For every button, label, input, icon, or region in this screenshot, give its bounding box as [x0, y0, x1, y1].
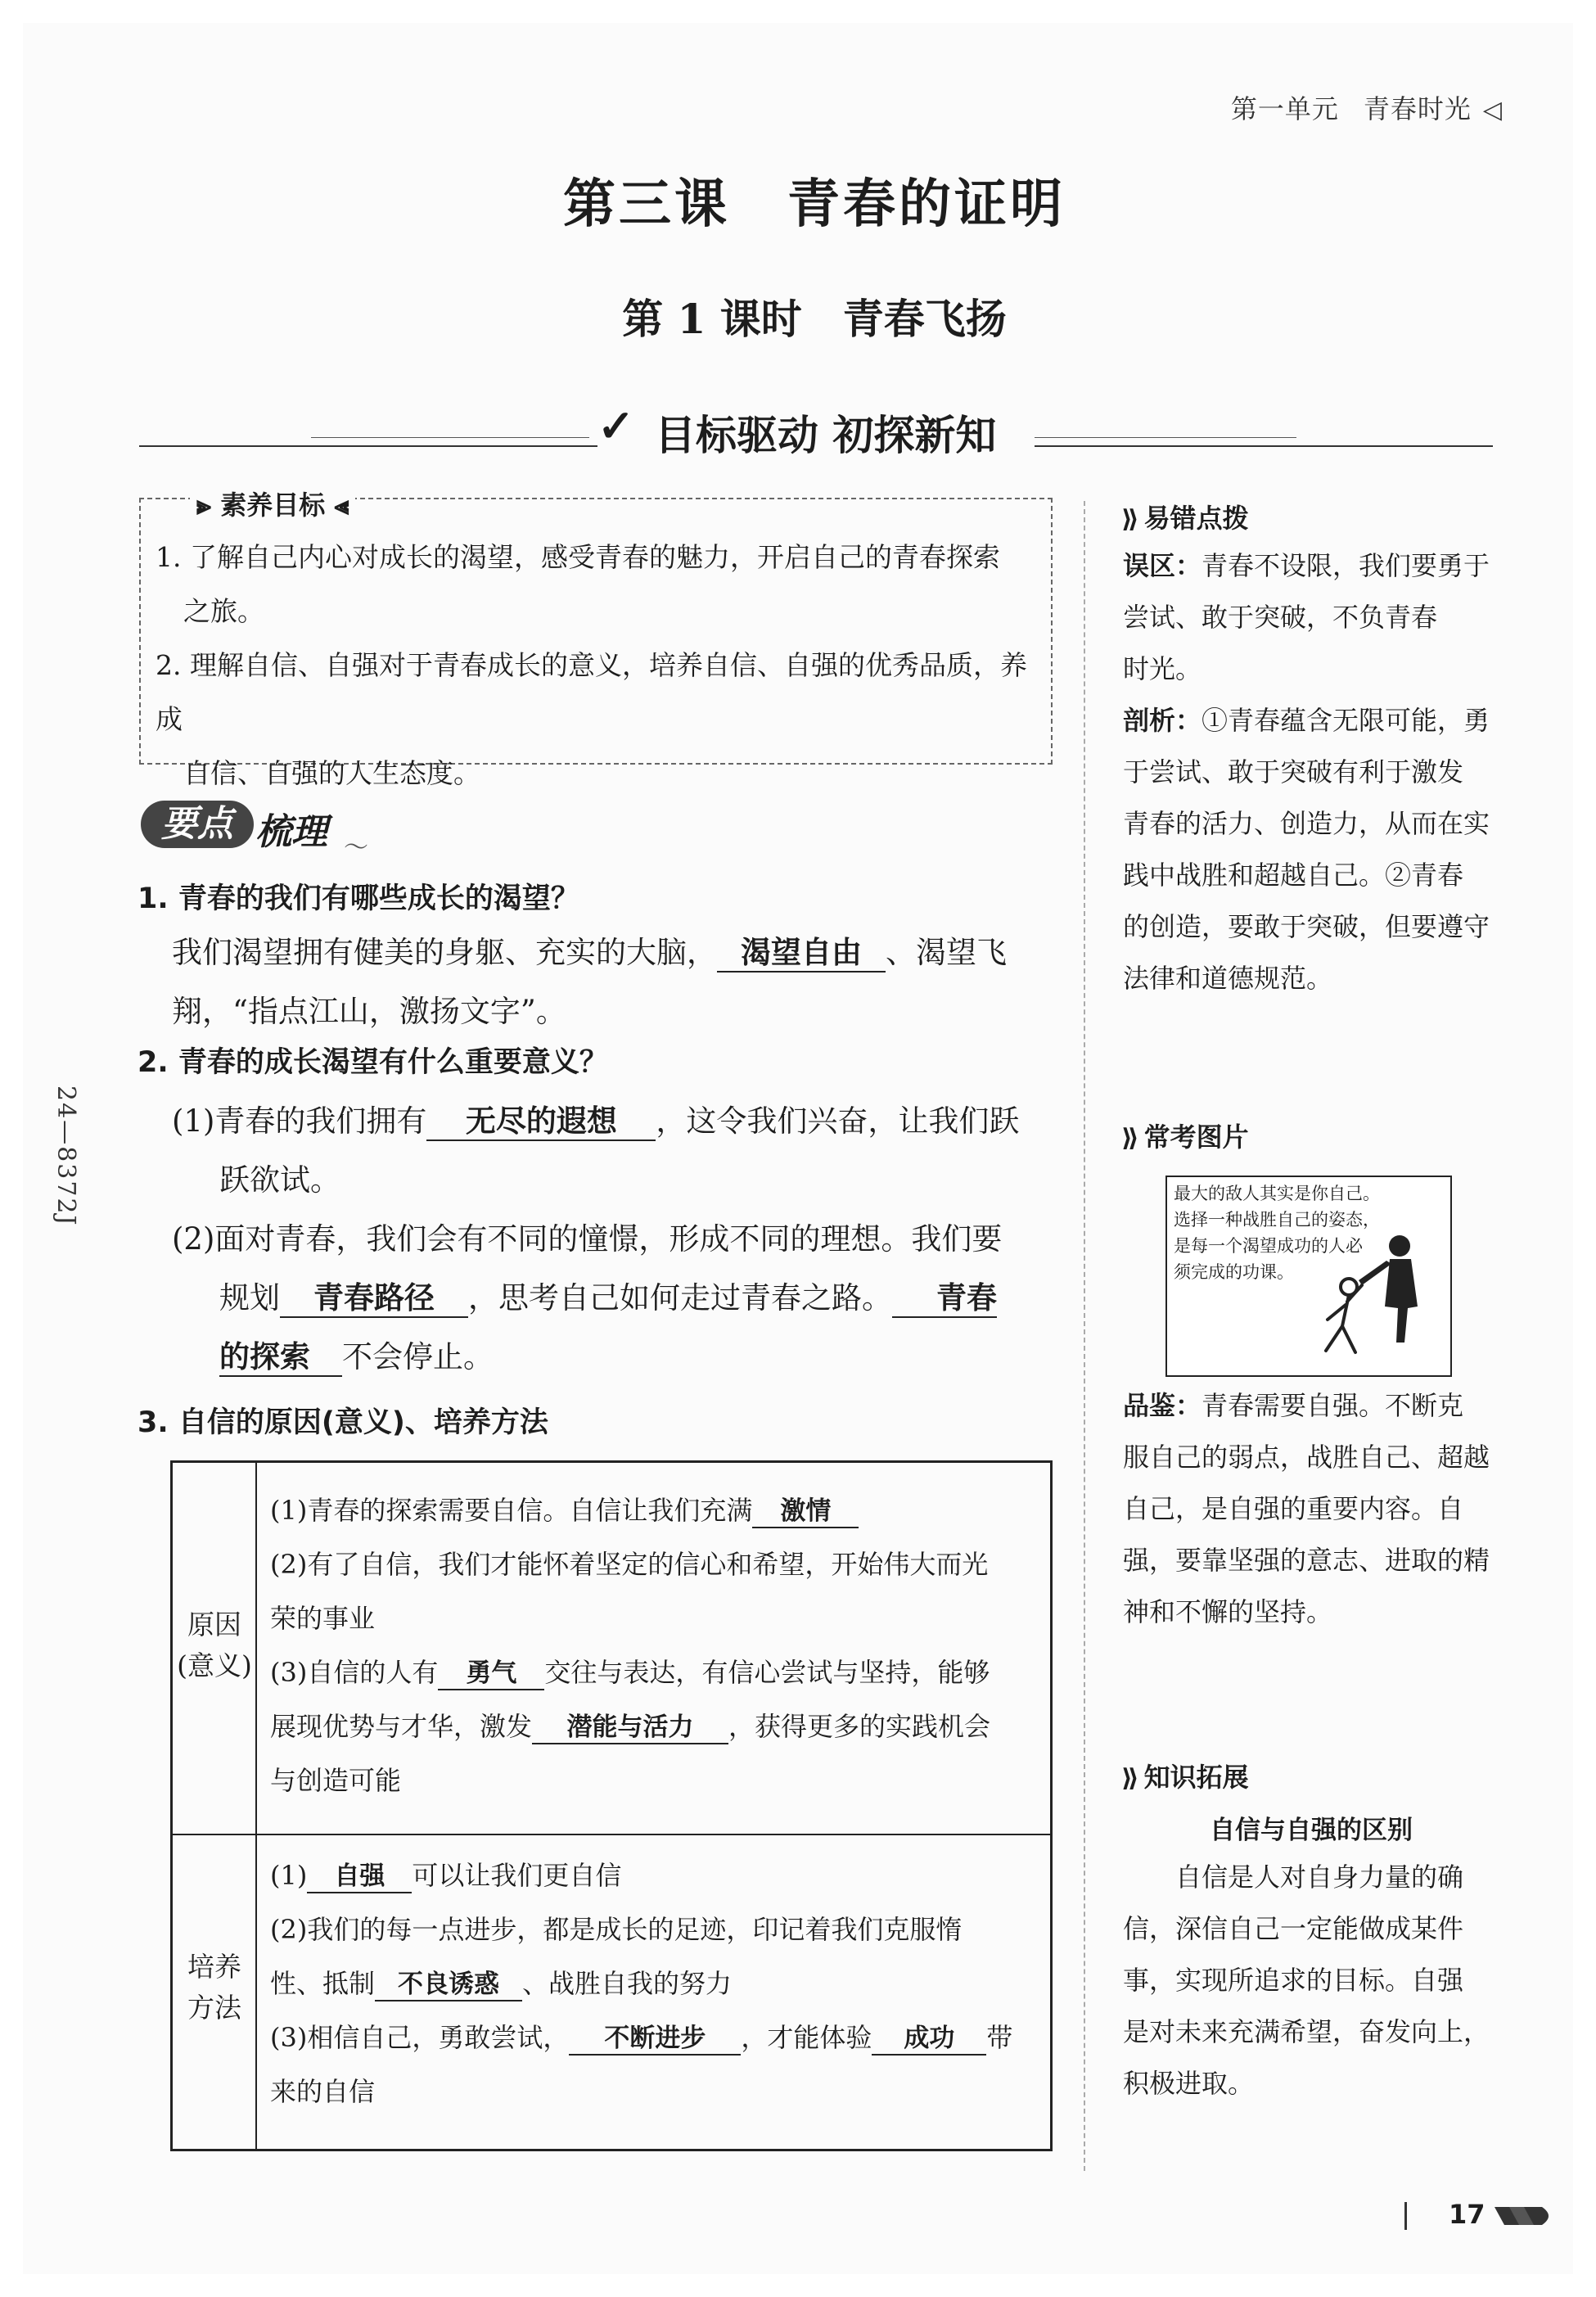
- method-2-tail: 、战胜自我的努力: [522, 1968, 733, 1999]
- errors-content: [1123, 540, 1499, 1004]
- goal-item-2-line-2: 自信、自强的人生态度。: [183, 757, 480, 789]
- question-3-title: 3. 自信的原因(意义)、培养方法: [138, 1406, 548, 1439]
- q1-line-1: [172, 923, 1056, 982]
- goal-item-2-line-1: 2. 理解自信、自强对于青春成长的意义，培养自信、自强的优秀品质，养成: [156, 649, 1027, 735]
- period-name: 青春飞扬: [842, 295, 1007, 343]
- errors-analysis-label: 剖析：: [1123, 705, 1202, 736]
- section-pill: 要点: [141, 801, 254, 848]
- table-row-methods: [270, 1848, 1048, 2119]
- q2-p1-text: (1)青春的我们拥有: [172, 1103, 427, 1139]
- illustration-figures: [1277, 1228, 1449, 1375]
- q1-blank: 渴望自由: [717, 935, 886, 973]
- q1-line-1-tail: 、渴望飞: [886, 935, 1007, 970]
- method-blank-self-strength: 自强: [307, 1861, 412, 1893]
- reason-2-line-2: 荣的事业: [270, 1603, 376, 1634]
- illustration-caption-line-1: 最大的敌人其实是你自己。: [1174, 1184, 1380, 1203]
- period-title: [0, 287, 1596, 345]
- question-2-title: 2. 青春的成长渴望有什么重要意义？: [138, 1046, 608, 1079]
- errors-line-1-text: 青春不设限，我们要勇于: [1202, 550, 1490, 581]
- reason-blank-potential: 潜能与活力: [532, 1712, 728, 1744]
- table-head-methods-line-2: 方法: [187, 1992, 241, 2024]
- q2-p2-line-3: [172, 1328, 1056, 1387]
- method-2-line-1: (2)我们的每一点进步，都是成长的足迹，印记着我们克服惰: [270, 1914, 963, 1945]
- table-head-reasons-line-1: 原因: [187, 1609, 241, 1640]
- column-divider: [1084, 501, 1085, 2171]
- q2-blank-3b: 的探索: [219, 1339, 342, 1377]
- leaf-icon: 〜: [344, 833, 368, 862]
- q2-p2-text: 规划: [219, 1280, 280, 1315]
- unit-title: 青春时光: [1363, 93, 1472, 124]
- errors-line-4: [1123, 695, 1499, 747]
- method-1-prefix: (1): [270, 1860, 308, 1891]
- errors-heading: [1121, 498, 1249, 535]
- method-3-text: (3)相信自己，勇敢尝试，: [270, 2022, 570, 2053]
- bracket-right-icon: ⫷: [325, 490, 349, 521]
- reason-3-text: (3)自信的人有: [270, 1657, 439, 1688]
- knowledge-subtitle: 自信与自强的区别: [1210, 1816, 1413, 1845]
- method-3-line-2: 来的自信: [270, 2076, 376, 2107]
- method-blank-success: 成功: [872, 2023, 986, 2056]
- method-1-text: 可以让我们更自信: [412, 1860, 622, 1891]
- knowledge-heading: [1121, 1757, 1249, 1794]
- table-head-reasons-line-2: (意义): [177, 1649, 252, 1681]
- errors-line-3: 时光。: [1123, 653, 1202, 684]
- goal-item-1-line-1: 1. 了解自己内心对成长的渴望，感受青春的魅力，开启自己的青春探索: [156, 541, 1000, 573]
- section-title: 梳理: [255, 811, 327, 853]
- reason-1: [270, 1483, 1048, 1537]
- q1-line-1-text: 我们渴望拥有健美的身躯、充实的大脑，: [172, 935, 717, 970]
- q2-p2-line-1: (2)面对青春，我们会有不同的憧憬，形成不同的理想。我们要: [172, 1221, 1003, 1257]
- banner-rule-left: [139, 445, 597, 447]
- shadow-figure: [1359, 1235, 1418, 1343]
- knowledge-content: [1123, 1852, 1499, 2110]
- reason-blank-passion: 激情: [752, 1496, 859, 1528]
- reason-3-tail: 交往与表达，有信心尝试与坚持，能够: [544, 1657, 990, 1688]
- chevron-icon: ⟫: [1121, 1124, 1139, 1153]
- lesson-number: 第三课: [563, 174, 730, 235]
- picture-appreciation-label: 品鉴：: [1123, 1390, 1202, 1421]
- chevron-icon: ⟫: [1121, 505, 1139, 534]
- illustration-caption-line-4: 须完成的功课。: [1174, 1262, 1294, 1282]
- knowledge-title: 知识拓展: [1143, 1762, 1249, 1793]
- picture-line-5: 神和不懈的坚持。: [1123, 1596, 1333, 1627]
- question-1-answer: [172, 923, 1056, 1041]
- table-row-reasons: [270, 1483, 1048, 1807]
- spine-code: 24—8372J: [52, 1085, 80, 1227]
- q2-blank-2: 青春路径: [280, 1280, 468, 1318]
- errors-line-8: 的创造，要敢于突破，但要遵守: [1123, 911, 1490, 942]
- page-corner-stripes-icon: [1491, 2204, 1557, 2228]
- unit-label: 第一单元: [1230, 93, 1339, 124]
- bracket-left-icon: ⫸: [196, 490, 221, 521]
- goals-tag: [190, 485, 355, 522]
- errors-line-2: 尝试、敢于突破，不负青春: [1123, 602, 1438, 633]
- method-2-line-2: [270, 1956, 1048, 2010]
- method-1: [270, 1848, 1048, 1902]
- table-row-divider: [170, 1834, 1053, 1835]
- chevron-icon: ⟫: [1121, 1764, 1139, 1793]
- picture-line-4: 强，要靠坚强的意志、进取的精: [1123, 1545, 1490, 1576]
- q2-p1-line-1: [172, 1092, 1056, 1151]
- reason-3-line-2-tail: ，获得更多的实践机会: [728, 1711, 991, 1742]
- method-3-mid: ，才能体验: [741, 2022, 872, 2053]
- errors-line-4-text: ①青春蕴含无限可能，勇: [1202, 705, 1490, 736]
- goal-item-1-line-2: 之旅。: [183, 595, 264, 627]
- reason-3-line-3: 与创造可能: [270, 1765, 402, 1796]
- q2-blank-1: 无尽的遐想: [426, 1103, 656, 1141]
- lesson-title: [0, 162, 1596, 237]
- q2-p2-line-2: [172, 1269, 1056, 1328]
- question-2-answer: [172, 1092, 1056, 1387]
- method-3-tail: 带: [986, 2022, 1013, 2053]
- triangle-marker-icon: ◁: [1482, 96, 1503, 124]
- child-figure: [1326, 1279, 1362, 1352]
- errors-line-7: 践中战胜和超越自己。②青春: [1123, 860, 1464, 891]
- banner-title: 目标驱动 初探新知: [655, 412, 997, 459]
- q2-blank-3a: 青春: [892, 1280, 997, 1318]
- q2-p1-tail: ，这令我们兴奋，让我们跃: [656, 1103, 1020, 1139]
- errors-line-1: [1123, 540, 1499, 592]
- picture-line-3: 自己，是自强的重要内容。自: [1123, 1493, 1464, 1524]
- method-blank-progress: 不断进步: [569, 2023, 741, 2056]
- illustration-caption-line-3: 是每一个渴望成功的人必: [1174, 1236, 1363, 1256]
- errors-line-6: 青春的活力、创造力，从而在实: [1123, 808, 1490, 839]
- page-number-bar: [1404, 2202, 1407, 2230]
- table-column-divider: [255, 1460, 257, 2151]
- errors-title: 易错点拨: [1143, 503, 1249, 534]
- table-head-methods: [174, 1947, 255, 2028]
- errors-misconception-label: 误区：: [1123, 550, 1202, 581]
- q1-line-2: 翔，“指点江山，激扬文字”。: [172, 994, 566, 1029]
- running-header: [1231, 88, 1503, 126]
- question-1-title: 1. 青春的我们有哪些成长的渴望？: [138, 882, 579, 915]
- banner-rule-right-upper: [1035, 437, 1296, 438]
- method-3-line-1: [270, 2010, 1048, 2065]
- q2-p2-tail: 不会停止。: [342, 1339, 494, 1374]
- knowledge-line-5: 积极进取。: [1123, 2068, 1255, 2099]
- banner-rule-right: [1035, 445, 1493, 447]
- picture-line-1-text: 青春需要自强。不断克: [1202, 1390, 1464, 1421]
- q2-p1-line-2: 跃欲试。: [219, 1162, 340, 1198]
- errors-line-9: 法律和道德规范。: [1123, 963, 1333, 994]
- picture-line-1: [1123, 1380, 1499, 1432]
- knowledge-line-3: 事，实现所追求的目标。自强: [1123, 1965, 1464, 1996]
- reason-3-line-1: [270, 1645, 1048, 1699]
- knowledge-line-2: 信，深信自己一定能做成某件: [1123, 1913, 1464, 1944]
- goals-list: [156, 530, 1048, 801]
- page-number: 17: [1449, 2199, 1486, 2230]
- table-head-methods-line-1: 培养: [187, 1951, 241, 1983]
- lesson-name: 青春的证明: [787, 174, 1066, 235]
- reason-3-line-2-text: 展现优势与才华，激发: [270, 1711, 533, 1742]
- goals-tag-label: 素养目标: [220, 490, 326, 521]
- period-number: 第 1 课时: [622, 295, 802, 343]
- picture-commentary: [1123, 1380, 1499, 1638]
- picture-line-2: 服自己的弱点，战胜自己、超越: [1123, 1442, 1490, 1473]
- picture-heading: [1121, 1117, 1249, 1154]
- errors-line-5: 于尝试、敢于突破有利于激发: [1123, 756, 1464, 787]
- knowledge-line-4: 是对未来充满希望，奋发向上，: [1123, 2016, 1490, 2047]
- illustration-caption-line-2: 选择一种战胜自己的姿态，: [1174, 1210, 1380, 1230]
- q2-p2-mid: ，思考自己如何走过青春之路。: [468, 1280, 892, 1315]
- reason-3-line-2: [270, 1699, 1048, 1753]
- reason-blank-courage: 勇气: [438, 1658, 544, 1690]
- reason-2-line-1: (2)有了自信，我们才能怀着坚定的信心和希望，开始伟大而光: [270, 1549, 989, 1580]
- reason-1-text: (1)青春的探索需要自信。自信让我们充满: [270, 1495, 753, 1526]
- banner-rule-left-upper: [311, 437, 589, 438]
- checkmark-icon: ✓: [597, 399, 635, 452]
- table-head-reasons: [174, 1604, 255, 1686]
- knowledge-line-1: 自信是人对自身力量的确: [1175, 1862, 1464, 1893]
- method-blank-temptation: 不良诱惑: [375, 1969, 522, 2001]
- picture-title: 常考图片: [1143, 1121, 1249, 1153]
- method-2-text: 性、抵制: [270, 1968, 376, 1999]
